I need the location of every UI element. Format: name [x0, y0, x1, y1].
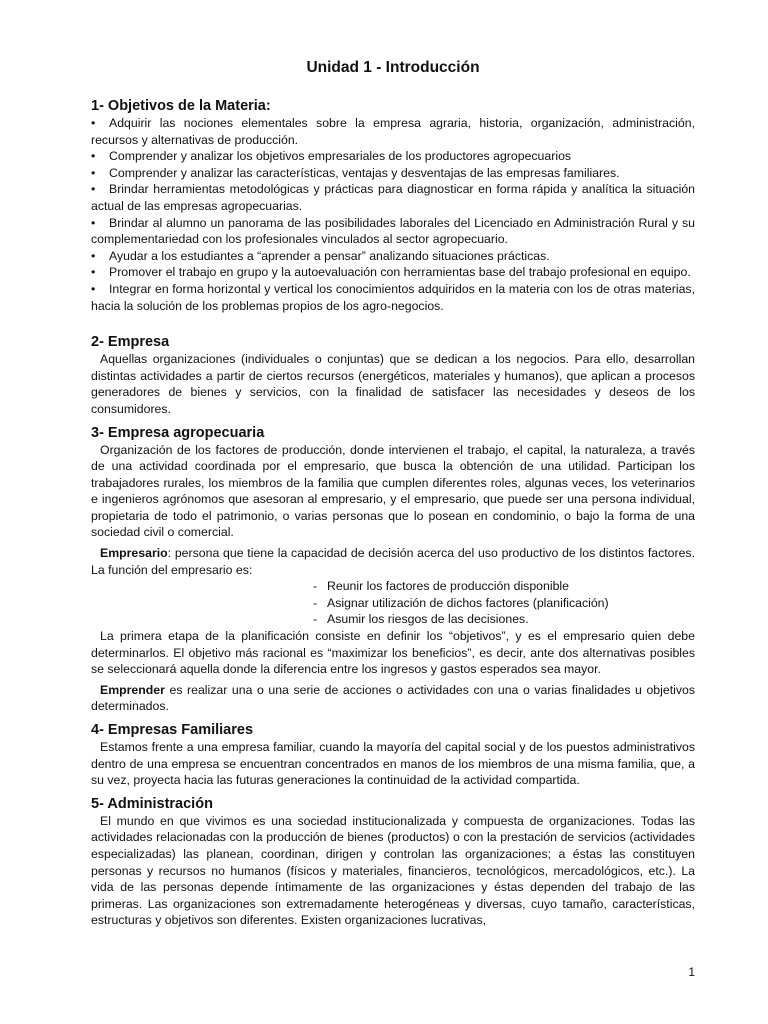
section-heading-empresa: 2- Empresa [91, 334, 170, 351]
empresa-agropecuaria-paragraph: Organización de los factores de producción, donde intervienen el trabajo, el capital, la naturaleza, a través de una actividad coordinada por el empresario, que busca la obtención de una utilidad. Participan los trabajadores rurales, los miembros de la familia que cumplen diferentes roles, algunas veces, los veterinarios e ingenieros agrónomos que asesoran al empresario, y el empresario, que puede ser una persona individual, propietaria de todo el patrimonio, o varias personas que lo posean en condominio, o bajo la forma de una sociedad civil o comercial. [91, 442, 695, 540]
bullet-icon: • [91, 165, 96, 180]
section-heading-administracion: 5- Administración [91, 795, 213, 812]
bullet-icon: • [91, 248, 96, 263]
bullet-icon: • [91, 116, 96, 130]
section-heading-empresa-agropecuaria: 3- Empresa agropecuaria [91, 424, 265, 441]
list-item: • Ayudar a los estudiantes a “aprender a pensar” analizando situaciones prácticas. [91, 248, 550, 263]
administracion-paragraph: El mundo en que vivimos es una sociedad institucionalizada y compuesta de organizaciones. Todas las actividades relacionadas con la producción de bienes (productos) o con la prestación de servicios (actividades especializadas) las planean, coordinan, dirigen y controlan las organizaciones; a éstas las constituyen personas y recursos no humanos (físicos y materiales, financieros, tecnológicos, mercadológicos, etc.). La vida de las personas depende íntimamente de las organizaciones y éstas dependen del trabajo de las primeras. Las organizaciones son extremadamente heterogéneas y diversas, cuyo tamaño, características, estructuras y objetivos son diferentes. Existen organizaciones lucrativas, [91, 813, 695, 928]
list-item: • Brindar al alumno un panorama de las posibilidades laborales del Licenciado en Administración Rural y su complementariedad con los profesionales vinculados al sector agropecuario. [91, 215, 695, 247]
emprender-definition: Emprender es realizar una o una serie de acciones o actividades con una o varias finalidades u objetivos determinados. [91, 682, 695, 714]
empresario-term: Empresario [100, 546, 168, 561]
list-item: • Comprender y analizar los objetivos empresariales de los productores agropecuarios [91, 149, 572, 164]
dash-marker: - [313, 595, 318, 610]
list-item: • Promover el trabajo en grupo y la autoevaluación con herramientas base del trabajo profesional en equipo. [91, 265, 691, 280]
bullet-icon: • [91, 149, 96, 164]
bullet-icon: • [91, 265, 96, 280]
bullet-icon: • [91, 215, 96, 230]
section-heading-empresas-familiares: 4- Empresas Familiares [91, 722, 254, 738]
list-item: • Adquirir las nociones elementales sobre la empresa agraria, historia, organización, administración, recursos y alternativas de producción. [91, 116, 695, 147]
empresa-paragraph: Aquellas organizaciones (individuales o conjuntas) que se dedican a los negocios. Para ello, desarrollan distintas actividades a partir de ciertos recursos (energéticos, materiales y humanos), que aplican a procesos generadores de bienes y servicios, con la finalidad de satisfacer las necesidades y deseos de los consumidores. [91, 352, 695, 416]
dash-marker: - [313, 612, 318, 627]
empresario-functions-list [91, 578, 695, 628]
list-item: - Asumir los riesgos de las decisiones. [313, 612, 529, 627]
empresas-familiares-paragraph: Estamos frente a una empresa familiar, cuando la mayoría del capital social y de los puestos administrativos dentro de una empresa se encuentran concentrados en manos de los miembros de una misma familia, que, a su vez, proyecta hacia las futuras generaciones la continuidad de la actividad compartida. [91, 740, 695, 788]
list-item: - Asignar utilización de dichos factores (planificación) [313, 595, 609, 610]
bullet-icon: • [91, 281, 96, 296]
section-heading-objetivos: 1- Objetivos de la Materia: [91, 98, 271, 114]
bullet-icon: • [91, 182, 96, 197]
page-number: 1 [688, 965, 695, 979]
list-item: • Comprender y analizar las características, ventajas y desventajas de las empresas familiares. [91, 165, 620, 180]
empresario-definition: Empresario: persona que tiene la capacidad de decisión acerca del uso productivo de los distintos factores. La función del empresario es: [91, 546, 695, 577]
list-item: - Reunir los factores de producción disponible [313, 579, 569, 594]
objetivos-list [91, 115, 695, 314]
list-item: • Integrar en forma horizontal y vertical los conocimientos adquiridos en la materia con los de otras materias, hacia la solución de los problemas propios de los agro-negocios. [91, 281, 695, 313]
page-title: Unidad 1 - Introducción [306, 59, 480, 76]
list-item: • Brindar herramientas metodológicas y prácticas para diagnosticar en forma rápida y analítica la situación actual de las empresas agropecuarias. [91, 182, 695, 213]
planificacion-paragraph: La primera etapa de la planificación consiste en definir los “objetivos”, y es el empresario quien debe determinarlos. El objetivo más racional es “maximizar los beneficios”, es decir, ante dos alternativas posibles se seleccionará aquella donde la diferencia entre los ingresos y gastos esperados sea mayor. [91, 629, 695, 677]
dash-marker: - [313, 579, 318, 594]
emprender-term: Emprender [100, 682, 165, 697]
